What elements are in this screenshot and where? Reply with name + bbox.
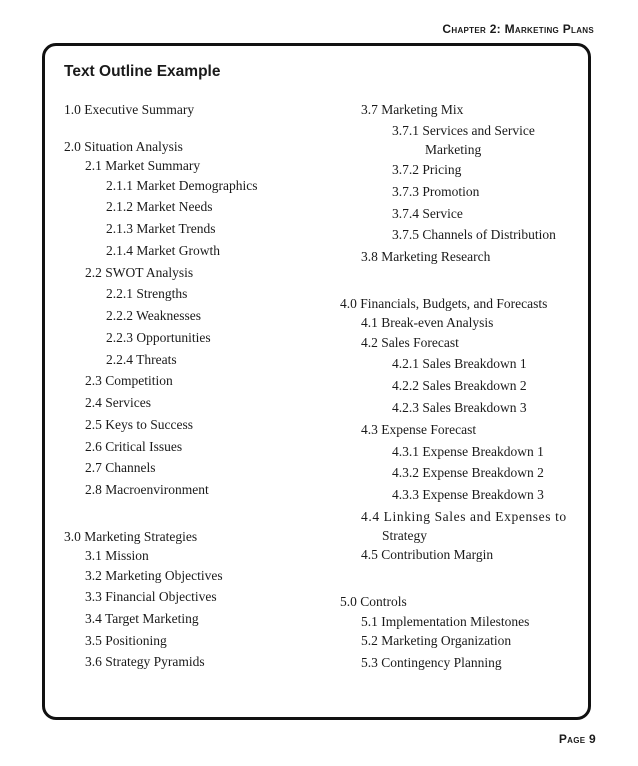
outline-item: 4.2.2 Sales Breakdown 2	[392, 378, 527, 393]
outline-item: 2.2.4 Threats	[106, 352, 177, 367]
outline-item: 3.7.3 Promotion	[392, 184, 480, 199]
outline-item: 2.1.3 Market Trends	[106, 221, 216, 236]
outline-item: 5.0 Controls	[340, 594, 407, 609]
outline-item: 3.7 Marketing Mix	[361, 102, 464, 117]
box-title: Text Outline Example	[64, 63, 221, 80]
outline-item: 3.4 Target Marketing	[85, 611, 199, 626]
outline-item: 3.7.1 Services and Service Marketing	[392, 123, 535, 157]
page-number: Page 9	[558, 732, 596, 746]
outline-item: 4.0 Financials, Budgets, and Forecasts	[340, 296, 548, 311]
outline-item: 2.1.4 Market Growth	[106, 243, 220, 258]
running-head: Chapter 2: Marketing Plans	[442, 22, 594, 36]
outline-item: 2.1 Market Summary	[85, 158, 201, 173]
outline-item: 4.4 Linking Sales and Expenses to Strategy	[361, 509, 567, 543]
outline-item: 2.1.2 Market Needs	[106, 199, 213, 214]
outline-item: 3.7.5 Channels of Distribution	[392, 227, 556, 242]
outline-item: 2.2.3 Opportunities	[106, 330, 211, 345]
outline-item: 5.3 Contingency Planning	[361, 655, 502, 670]
outline-item: 2.2.2 Weaknesses	[106, 308, 202, 323]
outline-item: 2.7 Channels	[85, 460, 156, 475]
outline-item: 2.0 Situation Analysis	[64, 139, 183, 154]
outline-item: 4.1 Break-even Analysis	[361, 315, 494, 330]
outline-item: 2.2 SWOT Analysis	[85, 265, 194, 280]
outline-item: 2.3 Competition	[85, 373, 173, 388]
outline-item: 3.2 Marketing Objectives	[85, 568, 223, 583]
outline-item: 3.7.4 Service	[392, 206, 463, 221]
outline-item: 4.3.2 Expense Breakdown 2	[392, 465, 544, 480]
outline-item: 4.2 Sales Forecast	[361, 335, 459, 350]
outline-item: 3.0 Marketing Strategies	[64, 529, 198, 544]
outline-item: 3.5 Positioning	[85, 633, 167, 648]
outline-item: 2.8 Macroenvironment	[85, 482, 209, 497]
outline-item: 2.1.1 Market Demographics	[106, 178, 258, 193]
outline-item: 4.2.3 Sales Breakdown 3	[392, 400, 527, 415]
outline-item: 2.5 Keys to Success	[85, 417, 193, 432]
outline-item: 3.8 Marketing Research	[361, 249, 491, 264]
outline-item: 2.2.1 Strengths	[106, 286, 188, 301]
outline-item: 3.1 Mission	[85, 548, 149, 563]
outline-item: 4.3 Expense Forecast	[361, 422, 477, 437]
outline-item: 4.3.3 Expense Breakdown 3	[392, 487, 544, 502]
outline-item: 2.4 Services	[85, 395, 151, 410]
outline-item: 5.1 Implementation Milestones	[361, 614, 530, 629]
outline-item: 1.0 Executive Summary	[64, 102, 195, 117]
outline-item: 3.6 Strategy Pyramids	[85, 654, 205, 669]
outline-item: 4.5 Contribution Margin	[361, 547, 494, 562]
outline-item: 3.3 Financial Objectives	[85, 589, 217, 604]
outline-item: 4.2.1 Sales Breakdown 1	[392, 356, 527, 371]
outline-item: 2.6 Critical Issues	[85, 439, 183, 454]
outline-item: 5.2 Marketing Organization	[361, 633, 512, 648]
outline-item: 4.3.1 Expense Breakdown 1	[392, 444, 544, 459]
outline-item: 3.7.2 Pricing	[392, 162, 462, 177]
